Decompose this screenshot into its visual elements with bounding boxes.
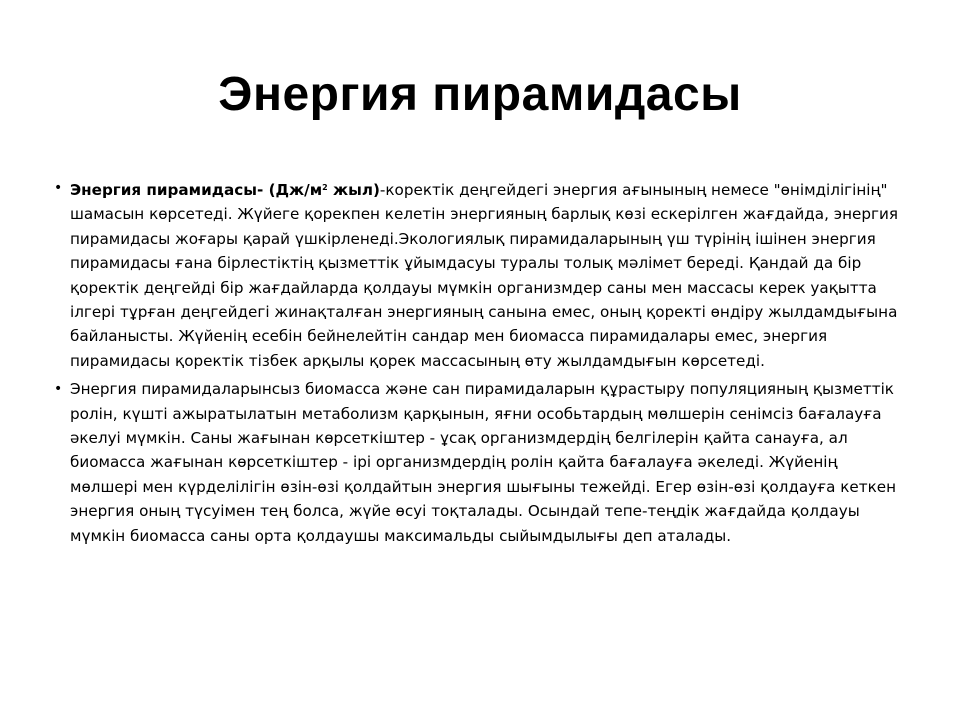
bullet-item (54, 377, 904, 548)
bullet-lead-bold: Энергия пирамидасы- (Дж/м (70, 181, 323, 199)
bullet-item (54, 176, 904, 373)
bullet-lead-bold-tail: жыл) (327, 181, 380, 199)
bullet-text: -коректік деңгейдегі энергия ағынының немесе "өнімділігінің" шамасын көрсетеді. Жүйеге қорекпен келетін энергияның барлық көзі ескерілген жағдайда, энергия пирамидасы жоғары қарай үшкірленеді.Экологиялық пирамидаларының үш түрінің ішінен энергия пирамидасы ғана бірлестіктің қызметтік ұйымдасуы туралы толық мәлімет береді. Қандай да бір қоректік деңгейді бір жағдайларда қолдауы мүмкін организмдер саны мен массасы керек уақытта ілгері тұрған деңгейдегі жинақталған энергияның санына емес, оның қоректі өндіру жылдамдығына байланысты. Жүйенің есебін бейнелейтін сандар мен биомасса пирамидалары емес, энергия пирамидасы қоректік тізбек арқылы қорек массасының өту жылдамдығын көрсетеді. (70, 181, 899, 370)
slide-body (54, 176, 904, 552)
bullet-text: Энергия пирамидаларынсыз биомасса және сан пирамидаларын құрастыру популяцияның қызметтік ролін, күшті ажыратылатын метаболизм қарқынын, яғни особьтардың мөлшерін сенімсіз бағалауға әкелуі мүмкін. Саны жағынан көрсеткіштер - ұсақ организмдердің белгілерін қайта санауға, ал биомасса жағынан көрсеткіштер - ірі организмдердің ролін қайта бағалауға әкеледі. Жүйенің мөлшері мен күрделілігін өзін-өзі қолдайтын энергия шығыны тежейді. Егер өзін-өзі қолдауға кеткен энергия оның түсуімен тең болса, жүйе өсуі тоқталады. Осындай тепе-теңдік жағдайда қолдауы мүмкін биомасса саны орта қолдаушы максимальды сыйымдылығы деп аталады. (70, 380, 897, 545)
bullet-icon: • (54, 180, 63, 196)
slide-title: Энергия пирамидасы (218, 68, 742, 121)
bullet-lead-superscript: 2 (322, 183, 328, 192)
bullet-icon: • (54, 381, 63, 398)
